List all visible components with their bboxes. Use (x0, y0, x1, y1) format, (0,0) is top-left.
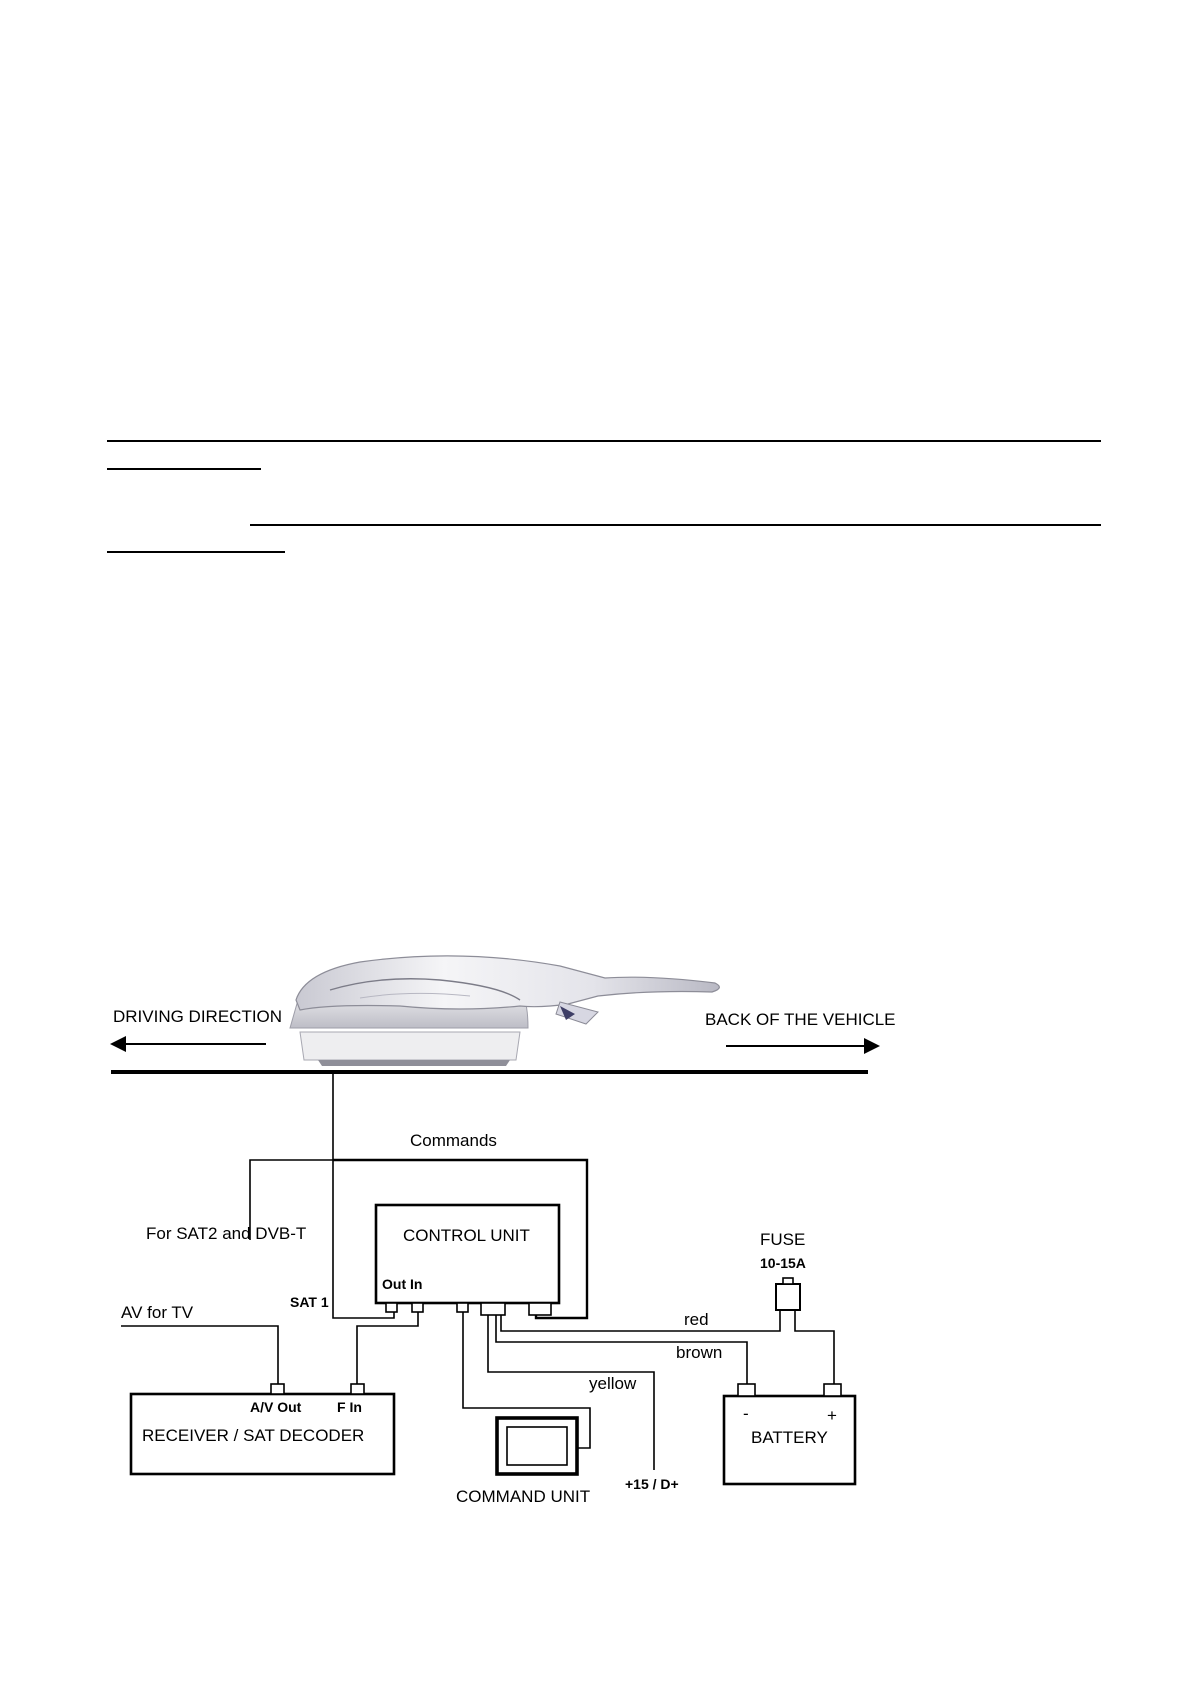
port-power (481, 1303, 505, 1315)
arrow-right-icon (726, 1038, 880, 1054)
fuse-rating: 10-15A (760, 1255, 806, 1271)
receiver-port-av-out (271, 1384, 284, 1394)
battery-terminal-plus (824, 1384, 841, 1396)
receiver-f-in-label: F In (337, 1399, 362, 1415)
red-wire-to-plus (795, 1310, 834, 1388)
port-commands-out (529, 1303, 551, 1315)
back-of-vehicle-label: BACK OF THE VEHICLE (705, 1010, 896, 1029)
av-tv-cable (121, 1326, 278, 1385)
fuse-icon (776, 1278, 800, 1310)
yellow-label: yellow (589, 1374, 637, 1393)
arrow-left-icon (110, 1036, 266, 1052)
sat2-dvbt-label: For SAT2 and DVB-T (146, 1224, 307, 1243)
port-command (457, 1303, 468, 1312)
f-in-cable (357, 1312, 418, 1385)
battery-plus-sign: + (827, 1406, 837, 1425)
receiver-av-out-label: A/V Out (250, 1399, 302, 1415)
brown-label: brown (676, 1343, 723, 1362)
port-in (412, 1303, 423, 1312)
control-unit-port-label: Out In (382, 1276, 423, 1292)
battery-title: BATTERY (751, 1428, 828, 1447)
commands-label: Commands (410, 1131, 497, 1150)
satellite-antenna-icon (290, 956, 719, 1066)
red-label: red (684, 1310, 709, 1329)
command-unit-icon (497, 1418, 577, 1474)
driving-direction-label: DRIVING DIRECTION (113, 1007, 283, 1026)
receiver-title: RECEIVER / SAT DECODER (142, 1426, 365, 1445)
sat1-label: SAT 1 (290, 1294, 329, 1310)
battery-terminal-minus (738, 1384, 755, 1396)
av-for-tv-label: AV for TV (121, 1303, 194, 1322)
control-unit-title: CONTROL UNIT (403, 1226, 530, 1245)
ignition-label: +15 / D+ (625, 1476, 679, 1492)
receiver-port-f-in (351, 1384, 364, 1394)
port-out (386, 1303, 397, 1312)
command-unit-title: COMMAND UNIT (456, 1487, 591, 1506)
fuse-title: FUSE (760, 1230, 806, 1249)
battery-minus-sign: - (743, 1404, 749, 1423)
